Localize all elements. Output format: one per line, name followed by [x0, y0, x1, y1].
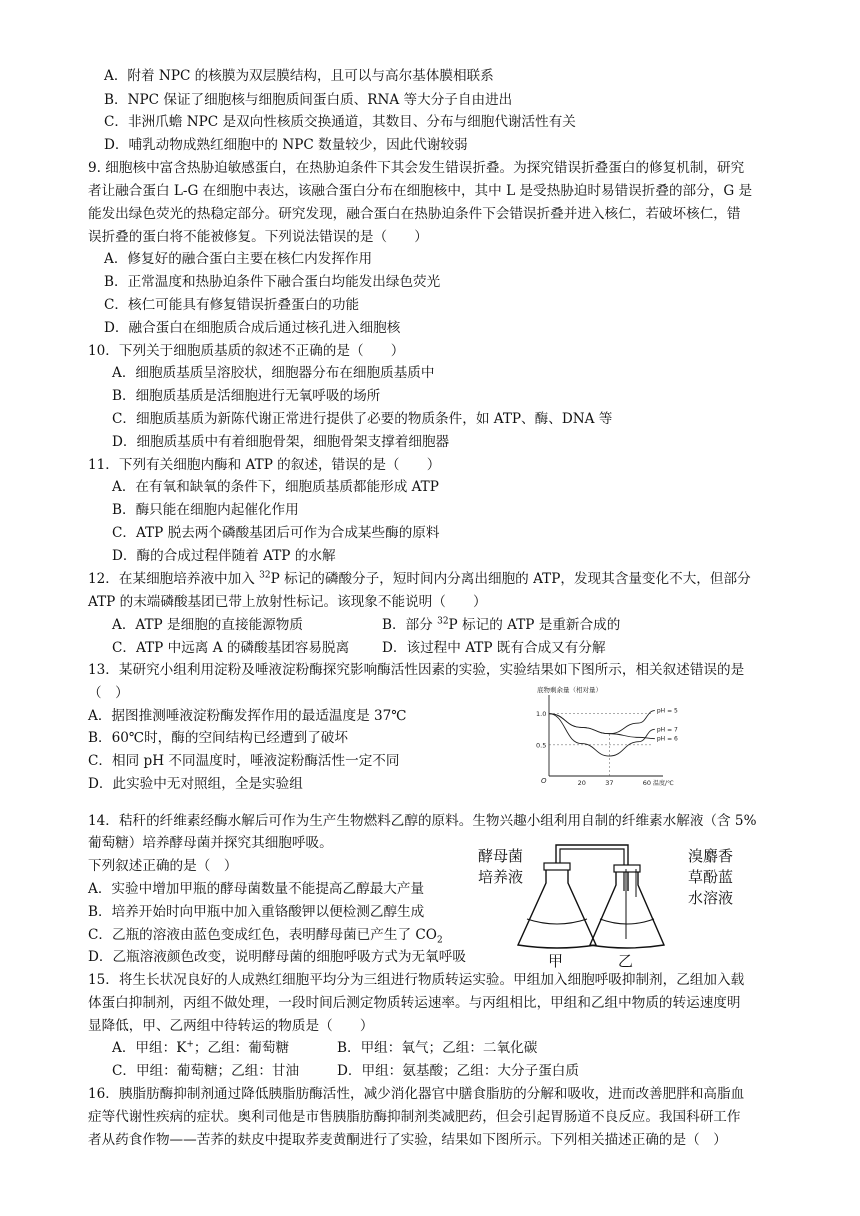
y-tick-label: 0.5 [536, 741, 547, 750]
series-line-2 [549, 714, 655, 739]
q12-stem-line-2: ATP 的末端磷酸基团已带上放射性标记。该现象不能说明（ ） [88, 594, 487, 610]
q8-option-d: D．哺乳动物成熟红细胞中的 NPC 数量较少，因此代谢较弱 [104, 137, 468, 153]
q14-option-c: C．乙瓶的溶液由蓝色变成红色，表明酵母菌已产生了 $CO_2$ [88, 927, 443, 946]
q15-stem-line-1: 15．将生长状况良好的人成熟红细胞平均分为三组进行物质转运实验。甲组加入细胞呼吸抑制剂，乙组加入载 [88, 972, 745, 988]
q10-option-c: C．细胞质基质为新陈代谢正常进行提供了必要的物质条件，如 ATP、酶、DNA 等 [112, 411, 613, 427]
q11-option-d: D．酶的合成过程伴随着 ATP 的水解 [112, 548, 336, 564]
q8-option-a: A．附着 NPC 的核膜为双层膜结构，且可以与高尔基体膜相联系 [104, 68, 494, 84]
q10-option-a: A．细胞质基质呈溶胶状，细胞器分布在细胞质基质中 [112, 365, 435, 381]
flask-label-jia: 甲 [548, 952, 564, 969]
series-label: pH = 6 [656, 735, 678, 743]
q10-option-b: B．细胞质基质是活细胞进行无氧呼吸的场所 [112, 388, 381, 404]
q14-option-b: B．培养开始时向甲瓶中加入重铬酸钾以便检测乙醇生成 [88, 904, 425, 920]
q13-option-d: D．此实验中无对照组，全是实验组 [88, 776, 303, 792]
x-tick-label: 37 [605, 779, 614, 787]
chart-xlabel: 温度/℃ [653, 780, 674, 787]
q9-stem-line-1: 9. 细胞核中富含热胁迫敏感蛋白，在热胁迫条件下其会发生错误折叠。为探究错误折叠蛋白的修复机制，研究 [88, 160, 745, 176]
q8-option-b: B．NPC 保证了细胞核与细胞质间蛋白质、RNA 等大分子自由进出 [104, 92, 513, 108]
q14-stem-line-2: 葡萄糖）培养酵母菌并探究其细胞呼吸。 [88, 835, 333, 851]
q12-option-b: B．部分 $^{32}$P 标记的 ATP 是重新合成的 [382, 616, 621, 633]
flask-yi [590, 865, 664, 948]
y-tick-label: 1.0 [536, 710, 547, 719]
q9-option-b: B．正常温度和热胁迫条件下融合蛋白均能发出绿色荧光 [104, 274, 441, 290]
q16-stem-line-2: 症等代谢性疾病的症状。奥利司他是市售胰脂肪酶抑制剂类减肥药，但会引起胃肠道不良反应。我国科研工作 [88, 1109, 741, 1125]
q13-option-c: C．相同 pH 不同温度时，唾液淀粉酶活性一定不同 [88, 753, 400, 769]
series-label: pH = 7 [656, 726, 678, 734]
series-line-0 [549, 711, 655, 734]
label-btb-3: 水溶液 [688, 889, 734, 907]
q9-option-d: D．融合蛋白在细胞质合成后通过核孔进入细胞核 [104, 320, 401, 336]
q9-stem-line-2: 者让融合蛋白 L-G 在细胞中表达，该融合蛋白分布在细胞核中，其中 L 是受热胁迫时易错误折叠的部分，G 是 [88, 183, 753, 199]
x-tick-label: 20 [577, 779, 586, 787]
q13-option-b: B．60℃时，酶的空间结构已经遭到了破坏 [88, 730, 348, 746]
q11-option-c: C．ATP 脱去两个磷酸基团后可作为合成某些酶的原料 [112, 525, 440, 541]
q11-option-b: B．酶只能在细胞内起催化作用 [112, 502, 299, 518]
q12-stem-line-1: 12．在某细胞培养液中加入 $^{32}$P 标记的磷酸分子，短时间内分离出细胞的 ATP，发现其含量变化不大，但部分 [88, 570, 751, 587]
label-yeast-1: 酵母菌 [478, 847, 524, 865]
q14-stem-line-1: 14．秸秆的纤维素经酶水解后可作为生产生物燃料乙醇的原料。生物兴趣小组利用自制的纤维素水解液（含 5% [88, 813, 757, 829]
chart-ylabel: 底物剩余量（相对量） [537, 686, 602, 694]
label-btb-1: 溴麝香 [688, 847, 734, 865]
q16-stem-line-1: 16．胰脂肪酶抑制剂通过降低胰脂肪酶活性，减少消化器官中膳食脂肪的分解和吸收，进而改善肥胖和高脂血 [88, 1086, 745, 1102]
x-tick-label: 60 [642, 779, 651, 787]
q9-option-a: A．修复好的融合蛋白主要在核仁内发挥作用 [104, 251, 373, 267]
q8-option-c: C．非洲爪蟾 NPC 是双向性核质交换通道，其数目、分布与细胞代谢活性有关 [104, 114, 576, 130]
q16-stem-line-3: 者从药食作物——苦荞的麸皮中提取荞麦黄酮进行了实验，结果如下图所示。下列相关描述正确的是（ ） [88, 1132, 727, 1148]
flask-label-yi: 乙 [618, 952, 634, 969]
q9-stem-line-4: 误折叠的蛋白将不能被修复。下列说法错误的是（ ） [88, 229, 428, 245]
q12-option-a: A．ATP 是细胞的直接能源物质 [112, 617, 303, 633]
q14-stem-line-3: 下列叙述正确的是（ ） [88, 858, 238, 874]
q10-stem: 10．下列关于细胞质基质的叙述不正确的是（ ） [88, 343, 405, 359]
q15-stem-line-2: 体蛋白抑制剂，丙组不做处理，一段时间后测定物质转运速率。与丙组相比，甲组和乙组中物质的转运速度明 [88, 995, 741, 1011]
q15-option-c: C．甲组：葡萄糖；乙组：甘油 [112, 1063, 300, 1079]
q13-stem-line-1: 13．某研究小组利用淀粉及唾液淀粉酶探究影响酶活性因素的实验，实验结果如下图所示，相关叙述错误的是 [88, 662, 745, 678]
q12-option-d: D．该过程中 ATP 既有合成又有分解 [382, 640, 606, 656]
label-yeast-2: 培养液 [478, 868, 524, 886]
flask-jia [518, 863, 596, 948]
q13-option-a: A．据图推测唾液淀粉酶发挥作用的最适温度是 37℃ [88, 708, 407, 724]
q9-option-c: C．核仁可能具有修复错误折叠蛋白的功能 [104, 297, 360, 313]
q15-option-a: A．甲组：K+；乙组：葡萄糖 [112, 1039, 290, 1056]
q12-option-c: C．ATP 中远离 A 的磷酸基团容易脱离 [112, 640, 350, 656]
q11-stem: 11．下列有关细胞内酶和 ATP 的叙述，错误的是（ ） [88, 457, 441, 473]
enzyme-activity-chart [535, 683, 685, 789]
q11-option-a: A．在有氧和缺氧的条件下，细胞质基质都能形成 ATP [112, 479, 439, 495]
q14-option-a: A．实验中增加甲瓶的酵母菌数量不能提高乙醇最大产量 [88, 881, 425, 897]
yeast-fermentation-apparatus [470, 839, 770, 969]
label-btb-2: 草酚蓝 [688, 868, 734, 886]
superscript-32: 32 [259, 570, 271, 581]
q10-option-d: D．细胞质基质中有着细胞骨架，细胞骨架支撑着细胞器 [112, 434, 450, 450]
series-label: pH = 5 [656, 707, 678, 715]
q15-option-b: B．甲组：氧气；乙组：二氧化碳 [337, 1040, 538, 1056]
chart-origin-label: O [541, 777, 547, 785]
q15-option-d: D．甲组：氨基酸；乙组：大分子蛋白质 [337, 1063, 579, 1079]
q14-option-d: D．乙瓶溶液颜色改变，说明酵母菌的细胞呼吸方式为无氧呼吸 [88, 949, 466, 965]
q13-stem-line-2: （ ） [88, 685, 129, 701]
q15-stem-line-3: 显降低，甲、乙两组中待转运的物质是（ ） [88, 1018, 374, 1034]
q9-stem-line-3: 能发出绿色荧光的热稳定部分。研究发现，融合蛋白在热胁迫条件下会错误折叠并进入核仁，若破坏核仁，错 [88, 206, 741, 222]
